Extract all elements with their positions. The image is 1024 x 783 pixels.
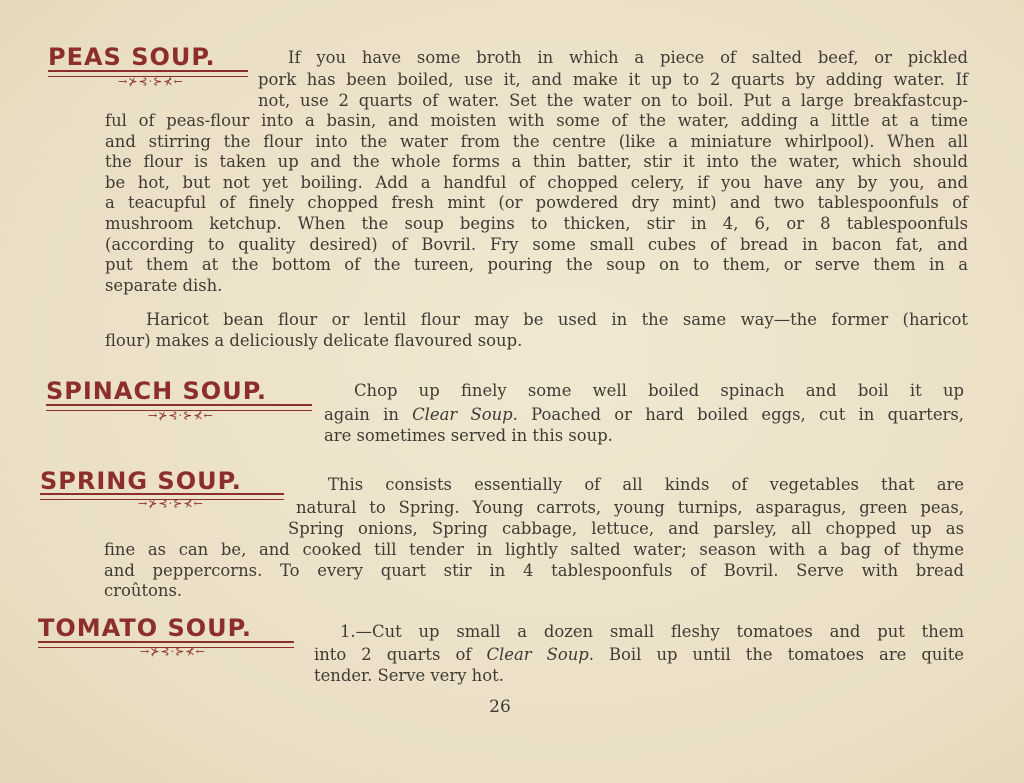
tomato-ornament: →⊁⊰·⊱⊀← (140, 645, 206, 658)
spring-ornament: →⊁⊰·⊱⊀← (138, 497, 204, 510)
spring-line-2: natural to Spring. Young carrots, young turnips, asparagus, green peas, (296, 498, 964, 517)
spring-line-1: This consists essentially of all kinds of vegetables that are (328, 475, 964, 494)
peas-note-line-1: Haricot bean flour or lentil flour may be used in the same way—the former (haricot (146, 310, 968, 329)
tomato-soup-heading: TOMATO SOUP. (38, 614, 252, 642)
tomato-line-2: into 2 quarts of Clear Soup. Boil up until the tomatoes are quite (314, 645, 964, 664)
spinach-line-1: Chop up finely some well boiled spinach and boil it up (354, 381, 964, 400)
spinach-line-2: again in Clear Soup. Poached or hard boiled eggs, cut in quarters, (324, 405, 964, 424)
peas-line-1: If you have some broth in which a piece of salted beef, or pickled (288, 48, 968, 67)
peas-note-line-2: flour) makes a deliciously delicate flavoured soup. (105, 331, 523, 350)
tomato-line-1: 1.—Cut up small a dozen small fleshy tomatoes and put them (340, 622, 964, 641)
spring-soup-heading: SPRING SOUP. (40, 467, 242, 495)
peas-lines-2-3: pork has been boiled, use it, and make it up to 2 quarts by adding water. If not, use 2 quarts of water. Set the water on to boil. Put a large breakfastcup- (258, 70, 968, 110)
page-number: 26 (489, 697, 511, 717)
spinach-body: again in Clear Soup. Poached or hard boiled eggs, cut in quarters, are sometimes served in this soup. (324, 405, 964, 445)
spinach-soup-heading: SPINACH SOUP. (46, 377, 267, 405)
peas-body: ful of peas-flour into a basin, and moisten with some of the water, adding a little at a time and stirring the flour into the water from the centre (like a miniature whirlpool). When all the flour is taken up and the whole forms a thin batter, stir it into the water, which should be hot, but not yet boiling. Add a handful of chopped celery, if you have any by you, and a teacupful of finely chopped fresh mint (or powdered dry mint) and two tablespoonfuls of mushroom ketchup. When the soup begins to thicken, stir in 4, 6, or 8 tablespoonfuls (according to quality desired) of Bovril. Fry some small cubes of bread in bacon fat, and put them at the bottom of the tureen, pouring the soup on to them, or serve them in a separate dish. (105, 111, 968, 295)
tomato-body: into 2 quarts of Clear Soup. Boil up until the tomatoes are quite tender. Serve very hot. (314, 645, 964, 685)
spring-body: fine as can be, and cooked till tender in lightly salted water; season with a bag of thyme and peppercorns. To every quart stir in 4 tablespoonfuls of Bovril. Serve with bread croûtons. (104, 540, 964, 601)
spinach-ornament: →⊁⊰·⊱⊀← (148, 409, 214, 422)
peas-ornament: →⊁⊰·⊱⊀← (118, 75, 184, 88)
spring-line-3: Spring onions, Spring cabbage, lettuce, and parsley, all chopped up as (288, 519, 964, 538)
peas-soup-heading: PEAS SOUP. (48, 43, 216, 71)
